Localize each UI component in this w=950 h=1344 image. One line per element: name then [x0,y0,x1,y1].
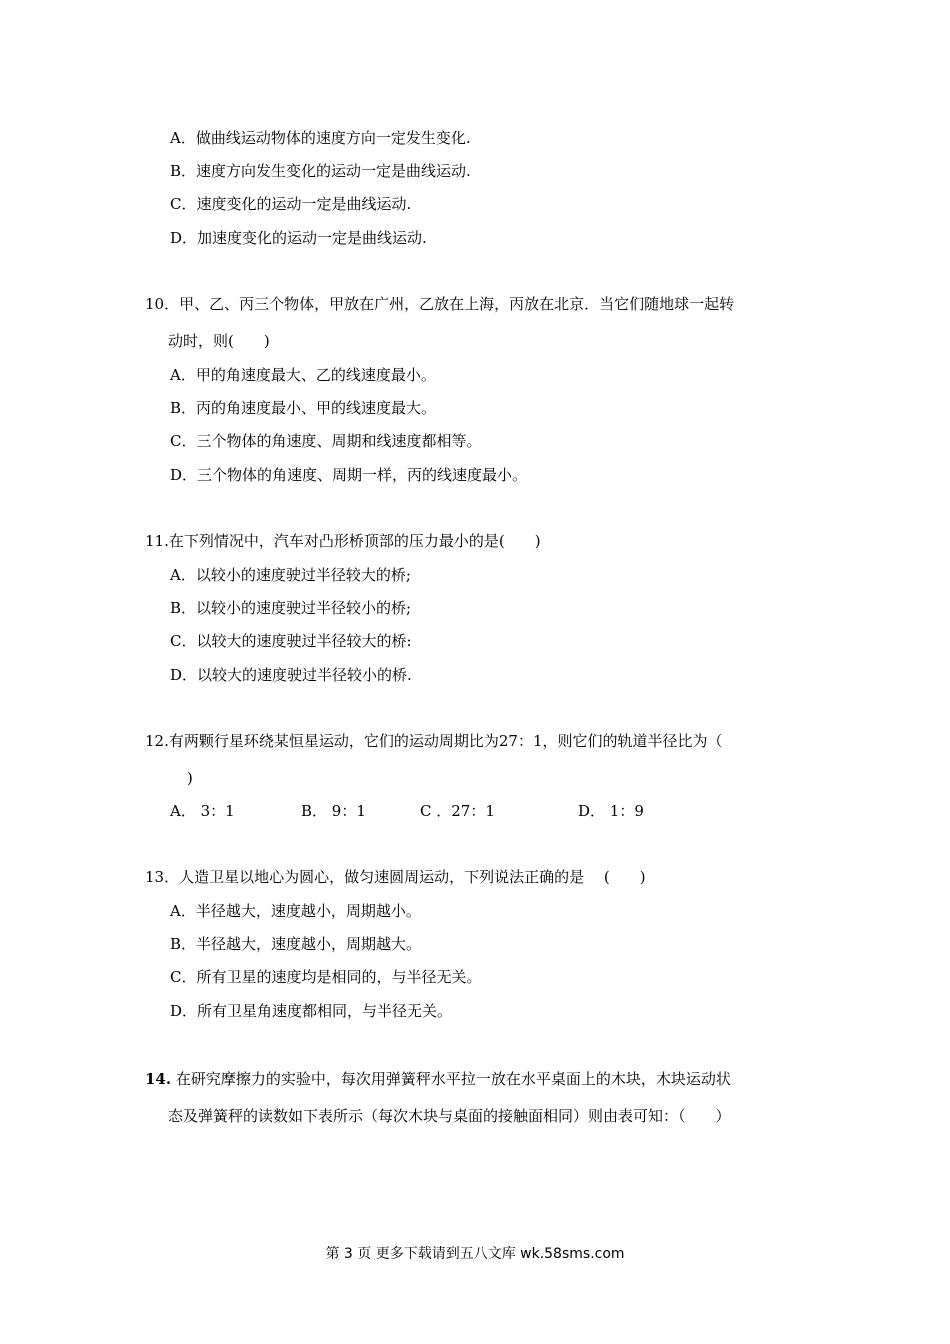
option-b: B．丙的角速度最小、甲的线速度最大。 [170,399,437,417]
question-stem: 10．甲、乙、丙三个物体，甲放在广州，乙放在上海，丙放在北京．当它们随地球一起转 [145,295,735,313]
option-d: D．三个物体的角速度、周期一样，丙的线速度最小。 [170,466,528,484]
option-d: D． 1：9 [578,802,644,820]
question-stem-continued: 动时，则( ) [168,332,270,350]
question-stem-continued: 态及弹簧秤的读数如下表所示（每次木块与桌面的接触面相同）则由表可知：（ ） [168,1107,731,1125]
option-c: C．三个物体的角速度、周期和线速度都相等。 [170,432,482,450]
option-b: B．半径越大，速度越小，周期越大。 [170,935,422,953]
option-a: A． 3：1 [170,802,235,820]
option-c: C ．27：1 [420,802,495,820]
option-c: C．以较大的速度驶过半径较大的桥: [170,632,412,650]
question-stem: 13．人造卫星以地心为圆心，做匀速圆周运动，下列说法正确的是 ( ) [145,868,646,886]
question-stem: 12.有两颗行星环绕某恒星运动，它们的运动周期比为27：1，则它们的轨道半径比为（ [145,732,723,750]
question-stem-text: 在研究摩擦力的实验中，每次用弹簧秤水平拉一放在水平桌面上的木块，木块运动状 [171,1070,731,1088]
option-b: B．速度方向发生变化的运动一定是曲线运动. [170,162,471,180]
option-d: D．加速度变化的运动一定是曲线运动. [170,229,427,247]
option-a: A．半径越大，速度越小，周期越小。 [170,902,421,920]
option-a: A．以较小的速度驶过半径较大的桥; [170,566,411,584]
option-b: B． 9：1 [301,802,366,820]
option-b: B．以较小的速度驶过半径较小的桥; [170,599,412,617]
option-a: A．甲的角速度最大、乙的线速度最小。 [170,366,436,384]
question-stem: 11.在下列情况中，汽车对凸形桥顶部的压力最小的是( ) [145,532,541,550]
option-d: D．以较大的速度驶过半径较小的桥. [170,666,412,684]
option-c: C．速度变化的运动一定是曲线运动. [170,195,412,213]
question-stem [145,1068,731,1090]
option-c: C．所有卫星的速度均是相同的，与半径无关。 [170,968,482,986]
question-number: 14. [145,1070,172,1088]
page-footer: 第 3 页 更多下载请到五八文库 wk.58sms.com [325,1246,625,1262]
question-stem-continued: ) [187,769,193,787]
option-a: A．做曲线运动物体的速度方向一定发生变化. [170,129,471,147]
option-d: D．所有卫星角速度都相同，与半径无关。 [170,1002,453,1020]
